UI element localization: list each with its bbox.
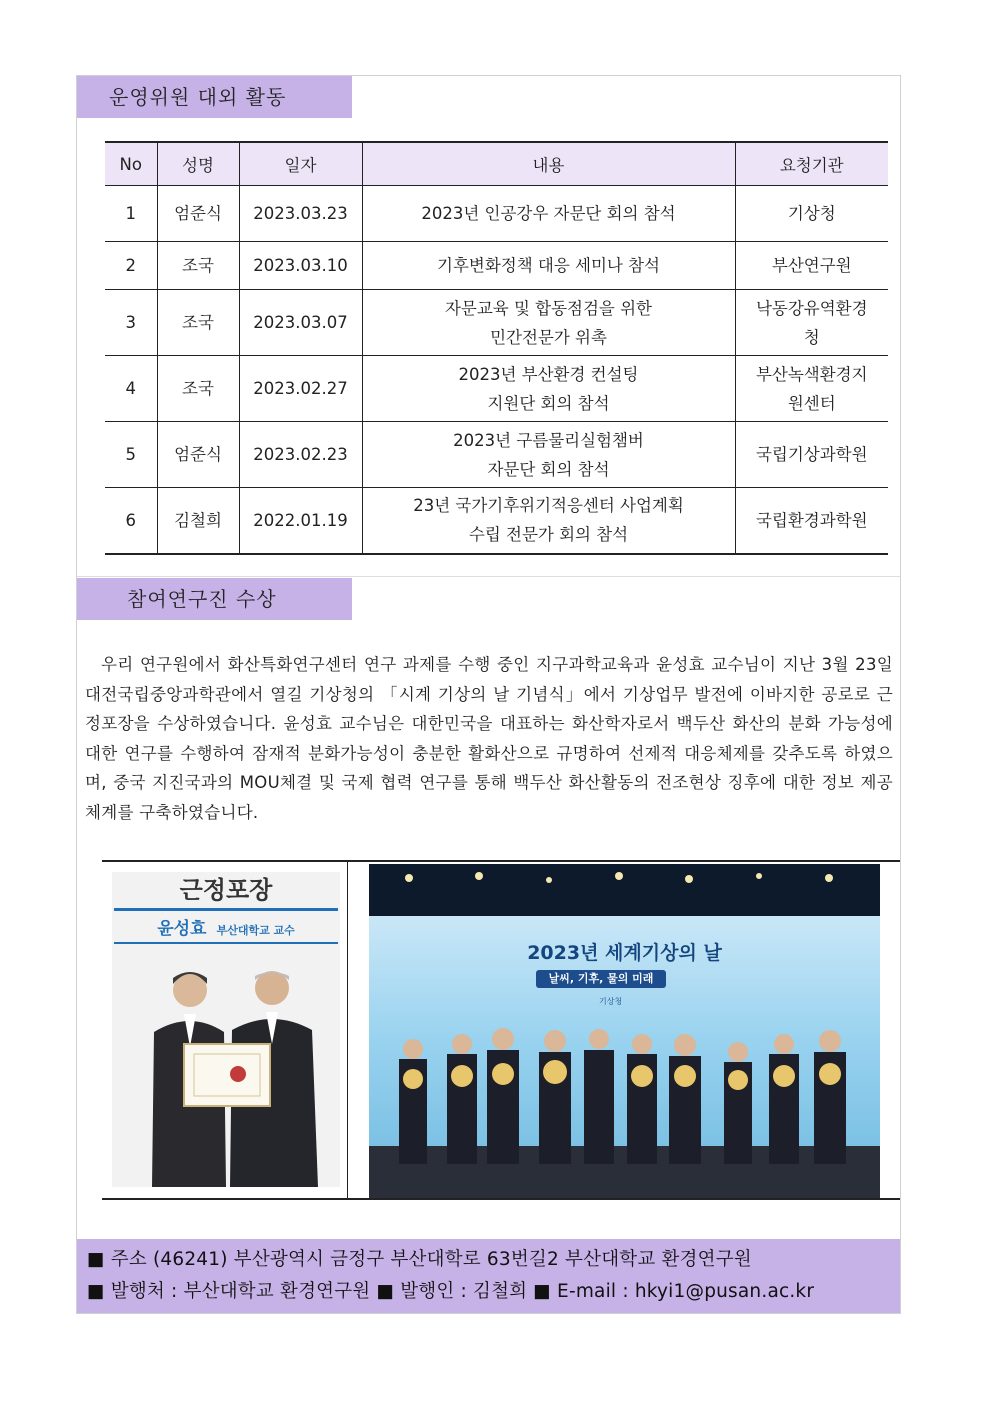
cell-no: 1 bbox=[105, 186, 157, 242]
org-line: 국립기상과학원 bbox=[755, 445, 868, 464]
col-header-date: 일자 bbox=[239, 142, 362, 186]
org-line: 청 bbox=[803, 327, 820, 347]
col-header-org: 요청기관 bbox=[735, 142, 888, 186]
cell-name: 조국 bbox=[157, 356, 239, 422]
content-line: 자문교육 및 합동점검을 위한 bbox=[444, 298, 652, 318]
cell-date: 2023.02.23 bbox=[239, 422, 362, 488]
table-row bbox=[105, 290, 888, 356]
section-title-researcher-award: 참여연구진 수상 bbox=[77, 578, 352, 620]
footer bbox=[77, 1239, 900, 1313]
recipient-affiliation: 부산대학교 교수 bbox=[216, 924, 295, 937]
col-header-content: 내용 bbox=[362, 142, 735, 186]
cell-no: 4 bbox=[105, 356, 157, 422]
cell-content bbox=[362, 186, 735, 242]
table-header-row bbox=[105, 142, 888, 186]
cell-name: 조국 bbox=[157, 242, 239, 290]
content-line: 지원단 회의 참석 bbox=[487, 393, 610, 413]
content-line: 민간전문가 위촉 bbox=[490, 327, 607, 347]
banner-org: 기상청 bbox=[599, 997, 623, 1006]
award-paragraph: 우리 연구원에서 화산특화연구센터 연구 과제를 수행 중인 지구과학교육과 윤성효 교수님이 지난 3월 23일 대전국립중앙과학관에서 열길 기상청의 「시계 기상의 날 기념식」에서 기상업무 발전에 이바지한 공로로 근정포장을 수상하였습니다. 윤성효 교수님은 대한민국을 대표하는 화산학자로서 백두산 화산의 분화 가능성에 대한 연구를 수행하여 잠재적 분화가능성이 충분한 활화산으로 규명하여 선제적 대응체제를 갖추도록 하였으며, 중국 지진국과의 MOU체결 및 국제 협력 연구를 통해 백두산 화산활동의 전조현상 징후에 대한 정보 제공 체계를 구축하였습니다. bbox=[85, 655, 893, 822]
award-ceremony-figures bbox=[112, 872, 340, 1187]
footer-publisher: ■ 발행처 : 부산대학교 환경연구원 ■ 발행인 : 김철희 ■ E-mail : hkyi1@pusan.ac.kr bbox=[87, 1281, 815, 1302]
cell-org bbox=[735, 488, 888, 554]
org-line: 낙동강유역환경 bbox=[755, 298, 868, 318]
cell-name: 김철희 bbox=[157, 488, 239, 554]
cell-content bbox=[362, 356, 735, 422]
cell-date: 2023.03.23 bbox=[239, 186, 362, 242]
section-divider bbox=[77, 576, 900, 577]
banner-title: 2023년 세계기상의 날 bbox=[527, 942, 722, 964]
content-line: 기후변화정책 대응 세미나 참석 bbox=[437, 256, 660, 275]
org-line: 원센터 bbox=[787, 393, 836, 413]
cell-org bbox=[735, 422, 888, 488]
cell-name: 엄준식 bbox=[157, 186, 239, 242]
org-line: 국립환경과학원 bbox=[755, 510, 868, 530]
cell-name: 엄준식 bbox=[157, 422, 239, 488]
ceremony-photo bbox=[369, 864, 880, 1198]
cell-date: 2022.01.19 bbox=[239, 488, 362, 554]
content-line: 수립 전문가 회의 참석 bbox=[468, 525, 629, 545]
table-row bbox=[105, 488, 888, 554]
table-row bbox=[105, 422, 888, 488]
cell-content bbox=[362, 488, 735, 554]
content-line: 2023년 부산환경 컨설팅 bbox=[458, 364, 639, 384]
col-header-name: 성명 bbox=[157, 142, 239, 186]
cell-date: 2023.03.10 bbox=[239, 242, 362, 290]
recipient-name: 윤성효 bbox=[157, 919, 207, 939]
group-of-people bbox=[369, 864, 880, 1198]
cell-org bbox=[735, 290, 888, 356]
content-line: 2023년 인공강우 자문단 회의 참석 bbox=[421, 204, 676, 223]
content-line: 23년 국가기후위기적응센터 사업계획 bbox=[413, 496, 684, 516]
cell-date: 2023.02.27 bbox=[239, 356, 362, 422]
org-line: 부산연구원 bbox=[771, 256, 852, 275]
table-row bbox=[105, 356, 888, 422]
content-line: 자문단 회의 참석 bbox=[487, 459, 610, 479]
award-photo bbox=[112, 872, 340, 1187]
cell-org bbox=[735, 242, 888, 290]
table-row bbox=[105, 242, 888, 290]
award-title: 근정포장 bbox=[179, 876, 273, 904]
cell-date: 2023.03.07 bbox=[239, 290, 362, 356]
table-row bbox=[105, 186, 888, 242]
org-line: 부산녹색환경지 bbox=[755, 364, 868, 384]
photo-column-divider bbox=[347, 860, 348, 1200]
org-line: 기상청 bbox=[787, 204, 836, 223]
cell-content bbox=[362, 242, 735, 290]
cell-no: 2 bbox=[105, 242, 157, 290]
section-title-committee-activities: 운영위원 대외 활동 bbox=[77, 76, 352, 118]
cell-name: 조국 bbox=[157, 290, 239, 356]
cell-no: 5 bbox=[105, 422, 157, 488]
cell-content bbox=[362, 290, 735, 356]
cell-no: 3 bbox=[105, 290, 157, 356]
footer-address: ■ 주소 (46241) 부산광역시 금정구 부산대학로 63번길2 부산대학교 환경연구원 bbox=[87, 1249, 752, 1270]
activities-table bbox=[105, 141, 888, 555]
cell-content bbox=[362, 422, 735, 488]
cell-no: 6 bbox=[105, 488, 157, 554]
cell-org bbox=[735, 186, 888, 242]
content-line: 2023년 구름물리실험챔버 bbox=[453, 430, 644, 450]
banner-subtitle: 날씨, 기후, 물의 미래 bbox=[536, 970, 666, 988]
col-header-no: No bbox=[105, 142, 157, 186]
cell-org bbox=[735, 356, 888, 422]
